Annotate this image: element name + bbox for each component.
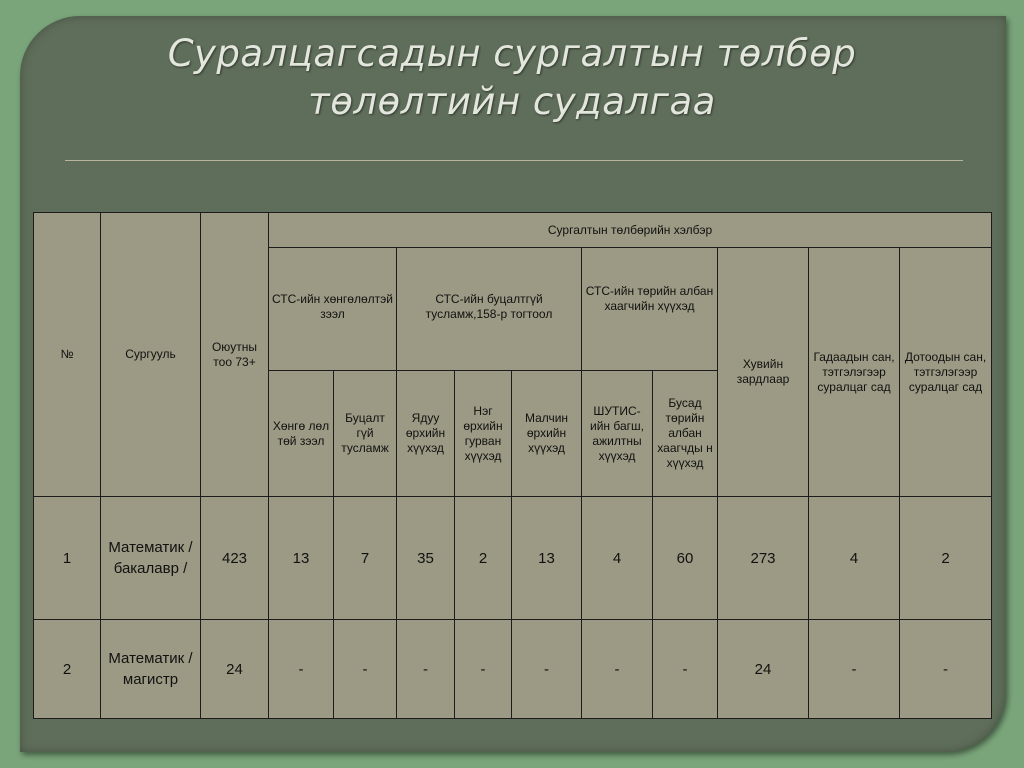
- cell-students: 24: [201, 620, 269, 719]
- header-students: Оюутны тоо 73+: [201, 213, 269, 497]
- cell-domestic: -: [900, 620, 992, 719]
- cell-three: 2: [455, 497, 512, 620]
- cell-grant: -: [334, 620, 397, 719]
- cell-foreign: 4: [809, 497, 900, 620]
- header-sts-grant: СТС-ийн буцалтгүй тусламж,158-р тогтоол: [397, 248, 582, 371]
- payment-table: [33, 212, 992, 719]
- cell-must: -: [582, 620, 653, 719]
- cell-loan: -: [269, 620, 334, 719]
- title-divider: [65, 160, 963, 161]
- cell-no: 2: [34, 620, 101, 719]
- slide-title: [40, 30, 984, 126]
- cell-herder: 13: [512, 497, 582, 620]
- header-sub-loan: Хөнгө лөл төй зээл: [269, 371, 334, 497]
- cell-foreign: -: [809, 620, 900, 719]
- cell-poor: -: [397, 620, 455, 719]
- header-school: Сургууль: [101, 213, 201, 497]
- cell-no: 1: [34, 497, 101, 620]
- cell-domestic: 2: [900, 497, 992, 620]
- cell-grant: 7: [334, 497, 397, 620]
- table-row: [34, 497, 992, 620]
- header-sub-grant: Буцалт гүй тусламж: [334, 371, 397, 497]
- title-line-1: Суралцагсадын сургалтын төлбөр: [167, 32, 857, 75]
- cell-private: 24: [718, 620, 809, 719]
- cell-other-civil: 60: [653, 497, 718, 620]
- header-sub-other-civil: Бусад төрийн албан хаагчды н хүүхэд: [653, 371, 718, 497]
- cell-other-civil: -: [653, 620, 718, 719]
- cell-students: 423: [201, 497, 269, 620]
- cell-poor: 35: [397, 497, 455, 620]
- cell-school: Математик / магистр: [101, 620, 201, 719]
- cell-must: 4: [582, 497, 653, 620]
- table-row: [34, 620, 992, 719]
- header-sub-three: Нэг өрхийн гурван хүүхэд: [455, 371, 512, 497]
- header-sts-civil: СТС-ийн төрийн албан хаагчийн хүүхэд: [582, 248, 718, 371]
- cell-three: -: [455, 620, 512, 719]
- header-foreign: Гадаадын сан, тэтгэлэгээр суралцаг сад: [809, 248, 900, 497]
- cell-school: Математик / бакалавр /: [101, 497, 201, 620]
- title-line-2: төлөлтийн судалгаа: [308, 80, 716, 123]
- header-no: №: [34, 213, 101, 497]
- header-payment-form: Сургалтын төлбөрийн хэлбэр: [269, 213, 992, 248]
- header-sub-must: ШУТИС-ийн багш, ажилтны хүүхэд: [582, 371, 653, 497]
- header-sub-poor: Ядуу өрхийн хүүхэд: [397, 371, 455, 497]
- header-private: Хувийн зардлаар: [718, 248, 809, 497]
- cell-private: 273: [718, 497, 809, 620]
- cell-herder: -: [512, 620, 582, 719]
- cell-loan: 13: [269, 497, 334, 620]
- header-sts-loan: СТС-ийн хөнгөлөлтэй зээл: [269, 248, 397, 371]
- header-domestic: Дотоодын сан, тэтгэлэгээр суралцаг сад: [900, 248, 992, 497]
- header-sub-herder: Малчин өрхийн хүүхэд: [512, 371, 582, 497]
